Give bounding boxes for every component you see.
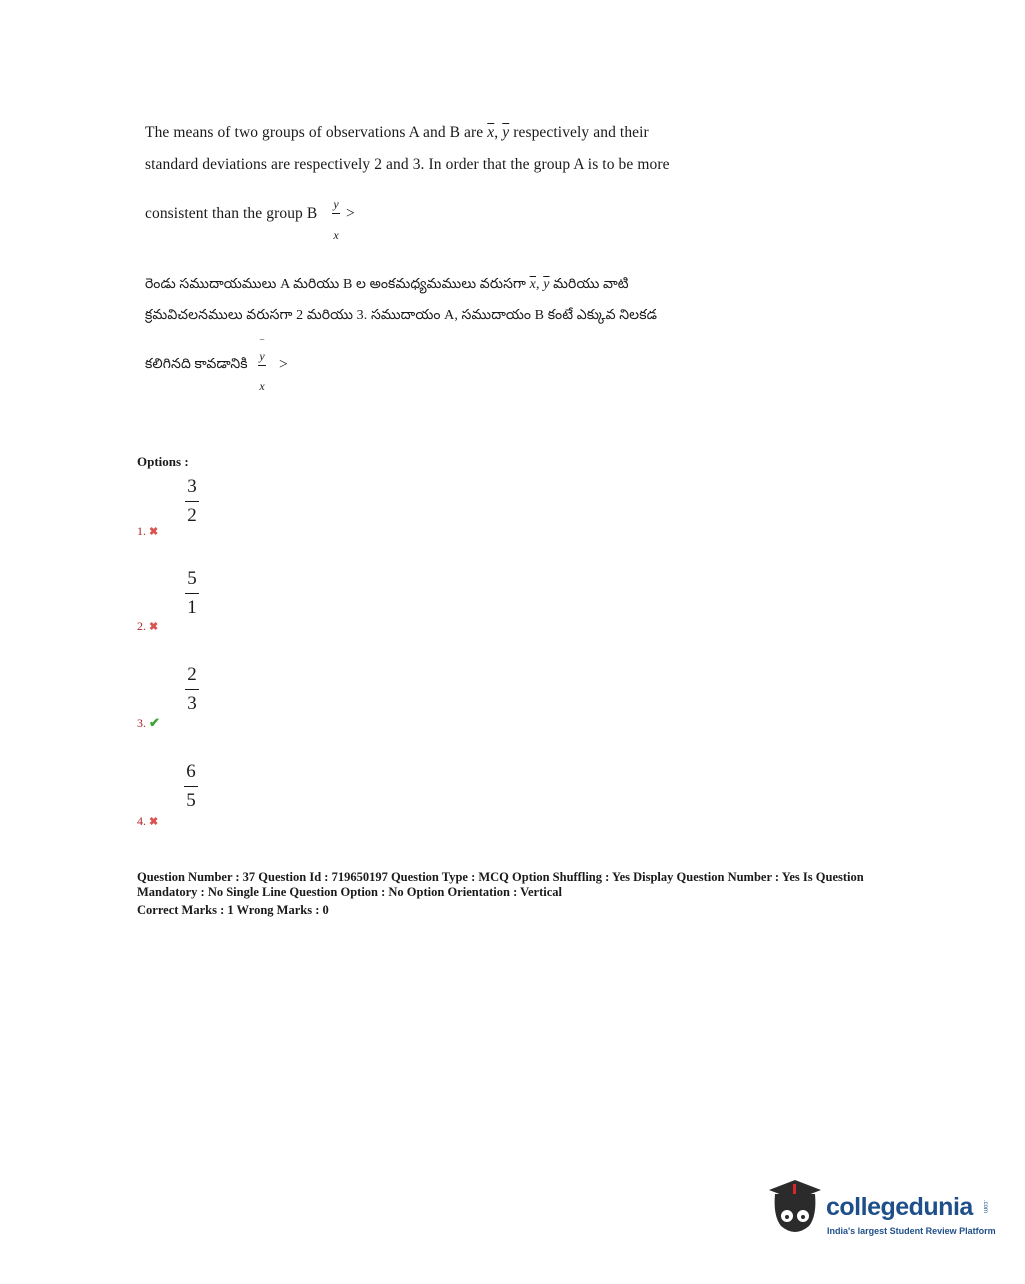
option-1-number[interactable]: 1. ✖ [137,524,159,538]
gt-symbol: > [346,205,355,222]
wrong-mark-icon: ✖ [149,816,159,828]
brand-tld: .com [982,1200,988,1214]
option-3-fraction-bar [185,689,199,690]
question-te-line-2: క్రమవిచలనములు వరుసగా 2 మరియు 3. సముదాయం A, సముదాయం B కంటే ఎక్కువ నిలకడ [145,308,658,323]
te-frac-denominator: x [259,379,265,393]
te-frac-numerator: y [259,349,265,363]
question-te-line-3: కలిగినది కావడానికి [145,357,248,372]
option-2-denominator: 1 [187,597,197,618]
correct-check-icon: ✔ [149,715,160,730]
question-meta-line-2: Mandatory : No Single Line Question Option : No Option Orientation : Vertical [137,885,563,899]
option-2-fraction-bar [185,593,199,594]
question-en-line-2: standard deviations are respectively 2 and 3. In order that the group A is to be more [145,156,670,173]
option-1-fraction-bar [185,501,199,502]
frac-denominator: x [333,228,339,242]
te-gt-symbol: > [279,356,288,373]
option-1-numerator: 3 [187,476,197,497]
te-fraction-bar [258,365,266,366]
option-3-fraction [181,664,203,715]
option-3-number[interactable]: 3. ✔ [137,715,160,730]
question-en-line-1: The means of two groups of observations A and B are $\overline{x}$, $\overline{y}$ respectively and their [145,124,649,141]
frac-numerator: y [333,197,339,211]
option-4-fraction-bar [184,786,198,787]
wrong-mark-icon: ✖ [149,621,159,633]
option-4-numerator: 6 [186,761,196,782]
question-meta-line-1: Question Number : 37 Question Id : 719650197 Question Type : MCQ Option Shuffling : Yes Display Question Number : Yes Is Question [137,870,864,884]
option-2-numerator: 5 [187,568,197,589]
option-4-denominator: 5 [186,790,196,811]
option-2-fraction [181,568,203,619]
collegedunia-mascot-icon [765,1176,825,1246]
option-2-number[interactable]: 2. ✖ [137,619,159,633]
te-frac-numerator-bar: ‾ [260,338,264,352]
option-3-numerator: 2 [187,664,197,685]
option-4-fraction [180,761,202,812]
brand-tagline: India's largest Student Review Platform [827,1226,996,1236]
question-meta-line-3: Correct Marks : 1 Wrong Marks : 0 [137,903,329,917]
option-1-fraction [181,476,203,527]
question-te-line-1: రెండు సముదాయములు A మరియు B ల అంకమధ్యమములు వరుసగా $\overline{x}$, $\overline{y}$ మరియు వాటి [145,277,629,292]
wrong-mark-icon: ✖ [149,526,159,538]
option-1-denominator: 2 [187,505,197,526]
options-label: Options : [137,454,189,469]
option-4-number[interactable]: 4. ✖ [137,814,159,828]
fraction-bar [332,213,340,214]
option-3-denominator: 3 [187,693,197,714]
brand-name: collegedunia [826,1193,973,1221]
question-en-line-3: consistent than the group B [145,205,318,222]
